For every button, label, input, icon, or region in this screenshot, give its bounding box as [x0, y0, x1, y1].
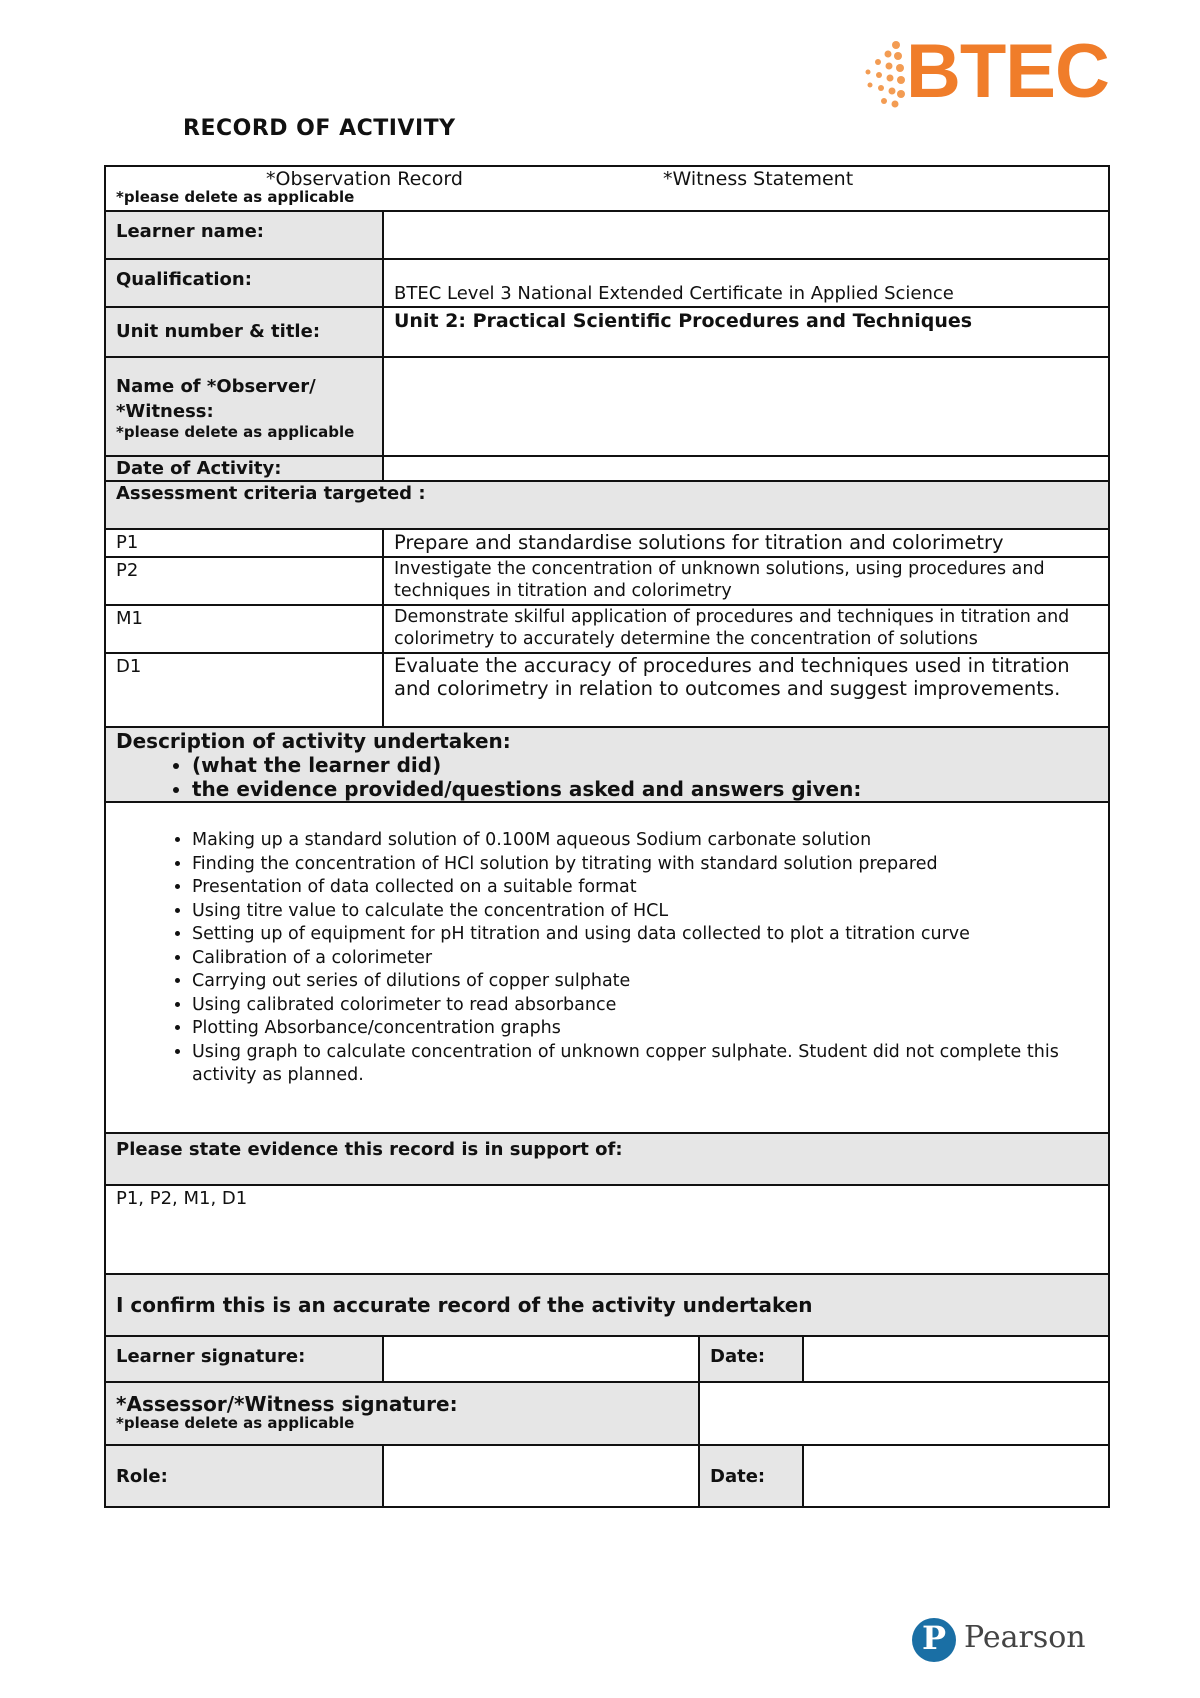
- list-item: • Setting up of equipment for pH titration and using data collected to plot a titration curve: [192, 923, 1098, 947]
- evidence-heading-row: [105, 1133, 1109, 1185]
- criteria-heading-row: [105, 481, 1109, 529]
- learner-date-label: Date:: [699, 1336, 803, 1382]
- list-item: • Plotting Absorbance/concentration graphs: [192, 1017, 1098, 1041]
- record-type-row: [105, 166, 1109, 211]
- list-item: • Calibration of a colorimeter: [192, 947, 1098, 971]
- role-row: [105, 1445, 1109, 1507]
- date-of-activity-label: Date of Activity:: [105, 456, 383, 481]
- pearson-mark: P: [921, 1619, 947, 1657]
- criteria-code: P2: [105, 557, 383, 605]
- assessor-delete-note: *please delete as applicable: [116, 1414, 355, 1432]
- activity-list-row: [105, 802, 1109, 1133]
- record-form: [104, 165, 1110, 1508]
- activity-list: [116, 829, 1098, 1088]
- observer-label: Name of *Observer/: [116, 376, 316, 397]
- btec-logo-text: BTEC: [906, 29, 1109, 114]
- unit-label: Unit number & title:: [105, 307, 383, 357]
- date-of-activity-field[interactable]: [383, 456, 1109, 481]
- btec-logo: [858, 29, 1109, 118]
- delete-note: *please delete as applicable: [116, 188, 355, 206]
- learner-signature-row: [105, 1336, 1109, 1382]
- learner-name-label: Learner name:: [105, 211, 383, 259]
- description-heading-cell: [105, 727, 1109, 802]
- evidence-label: Please state evidence this record is in support of:: [105, 1133, 1109, 1185]
- criteria-row: [105, 557, 1109, 605]
- criteria-text: Evaluate the accuracy of procedures and techniques used in titration and colorimetry in relation to outcomes and suggest improvements.: [383, 653, 1109, 727]
- observer-name-field[interactable]: [383, 357, 1109, 456]
- role-date-label: Date:: [699, 1445, 803, 1507]
- criteria-code: D1: [105, 653, 383, 727]
- witness-statement-option[interactable]: *Witness Statement: [663, 168, 854, 190]
- date-of-activity-row: [105, 456, 1109, 481]
- observer-delete-note: *please delete as applicable: [116, 423, 355, 441]
- pearson-logo: [912, 1618, 1086, 1670]
- role-date-field[interactable]: [803, 1445, 1109, 1507]
- list-item: • Presentation of data collected on a suitable format: [192, 876, 1098, 900]
- learner-signature-field[interactable]: [383, 1336, 699, 1382]
- confirm-row: [105, 1274, 1109, 1336]
- criteria-row: [105, 529, 1109, 557]
- list-item: • Using titre value to calculate the concentration of HCL: [192, 900, 1098, 924]
- learner-name-field[interactable]: [383, 211, 1109, 259]
- observer-label-cell: [105, 357, 383, 456]
- description-heading-row: [105, 727, 1109, 802]
- btec-dots-icon: [858, 40, 908, 110]
- observer-row: [105, 357, 1109, 456]
- assessor-signature-field[interactable]: [699, 1382, 1109, 1445]
- learner-name-row: [105, 211, 1109, 259]
- list-item: • Using graph to calculate concentration of unknown copper sulphate. Student did not complete this activity as planned.: [192, 1041, 1098, 1088]
- role-label: Role:: [105, 1445, 383, 1507]
- description-heading: Description of activity undertaken:: [116, 729, 511, 753]
- confirm-text: I confirm this is an accurate record of the activity undertaken: [105, 1274, 1109, 1336]
- page-title: RECORD OF ACTIVITY: [183, 116, 456, 141]
- pearson-wordmark: Pearson: [964, 1620, 1086, 1655]
- criteria-text: Investigate the concentration of unknown solutions, using procedures and techniques in titration and colorimetry: [383, 557, 1109, 605]
- list-item: • the evidence provided/questions asked and answers given:: [192, 777, 1098, 801]
- qualification-value: BTEC Level 3 National Extended Certificate in Applied Science: [383, 259, 1109, 307]
- criteria-code: M1: [105, 605, 383, 653]
- list-item: • Using calibrated colorimeter to read absorbance: [192, 994, 1098, 1018]
- assessor-signature-row: [105, 1382, 1109, 1445]
- learner-date-field[interactable]: [803, 1336, 1109, 1382]
- witness-label: *Witness:: [116, 401, 214, 422]
- criteria-row: [105, 653, 1109, 727]
- list-item: • Carrying out series of dilutions of copper sulphate: [192, 970, 1098, 994]
- activity-list-cell: [105, 802, 1109, 1133]
- observation-record-option[interactable]: *Observation Record: [266, 168, 463, 190]
- role-field[interactable]: [383, 1445, 699, 1507]
- qualification-label: Qualification:: [105, 259, 383, 307]
- list-item: • Finding the concentration of HCl solution by titrating with standard solution prepared: [192, 853, 1098, 877]
- criteria-heading: Assessment criteria targeted :: [105, 481, 1109, 529]
- assessor-signature-label: *Assessor/*Witness signature:: [116, 1392, 458, 1416]
- evidence-value-row: [105, 1185, 1109, 1274]
- description-sub-list: [116, 753, 1098, 801]
- assessor-signature-label-cell: [105, 1382, 699, 1445]
- criteria-text: Demonstrate skilful application of procedures and techniques in titration and colorimetry to accurately determine the concentration of solutions: [383, 605, 1109, 653]
- unit-value: Unit 2: Practical Scientific Procedures and Techniques: [383, 307, 1109, 357]
- pearson-circle-icon: [912, 1618, 956, 1662]
- qualification-row: [105, 259, 1109, 307]
- criteria-text: Prepare and standardise solutions for titration and colorimetry: [383, 529, 1109, 557]
- learner-signature-label: Learner signature:: [105, 1336, 383, 1382]
- unit-row: [105, 307, 1109, 357]
- list-item: • (what the learner did): [192, 753, 1098, 777]
- list-item: • Making up a standard solution of 0.100M aqueous Sodium carbonate solution: [192, 829, 1098, 853]
- criteria-row: [105, 605, 1109, 653]
- evidence-value[interactable]: P1, P2, M1, D1: [105, 1185, 1109, 1274]
- criteria-code: P1: [105, 529, 383, 557]
